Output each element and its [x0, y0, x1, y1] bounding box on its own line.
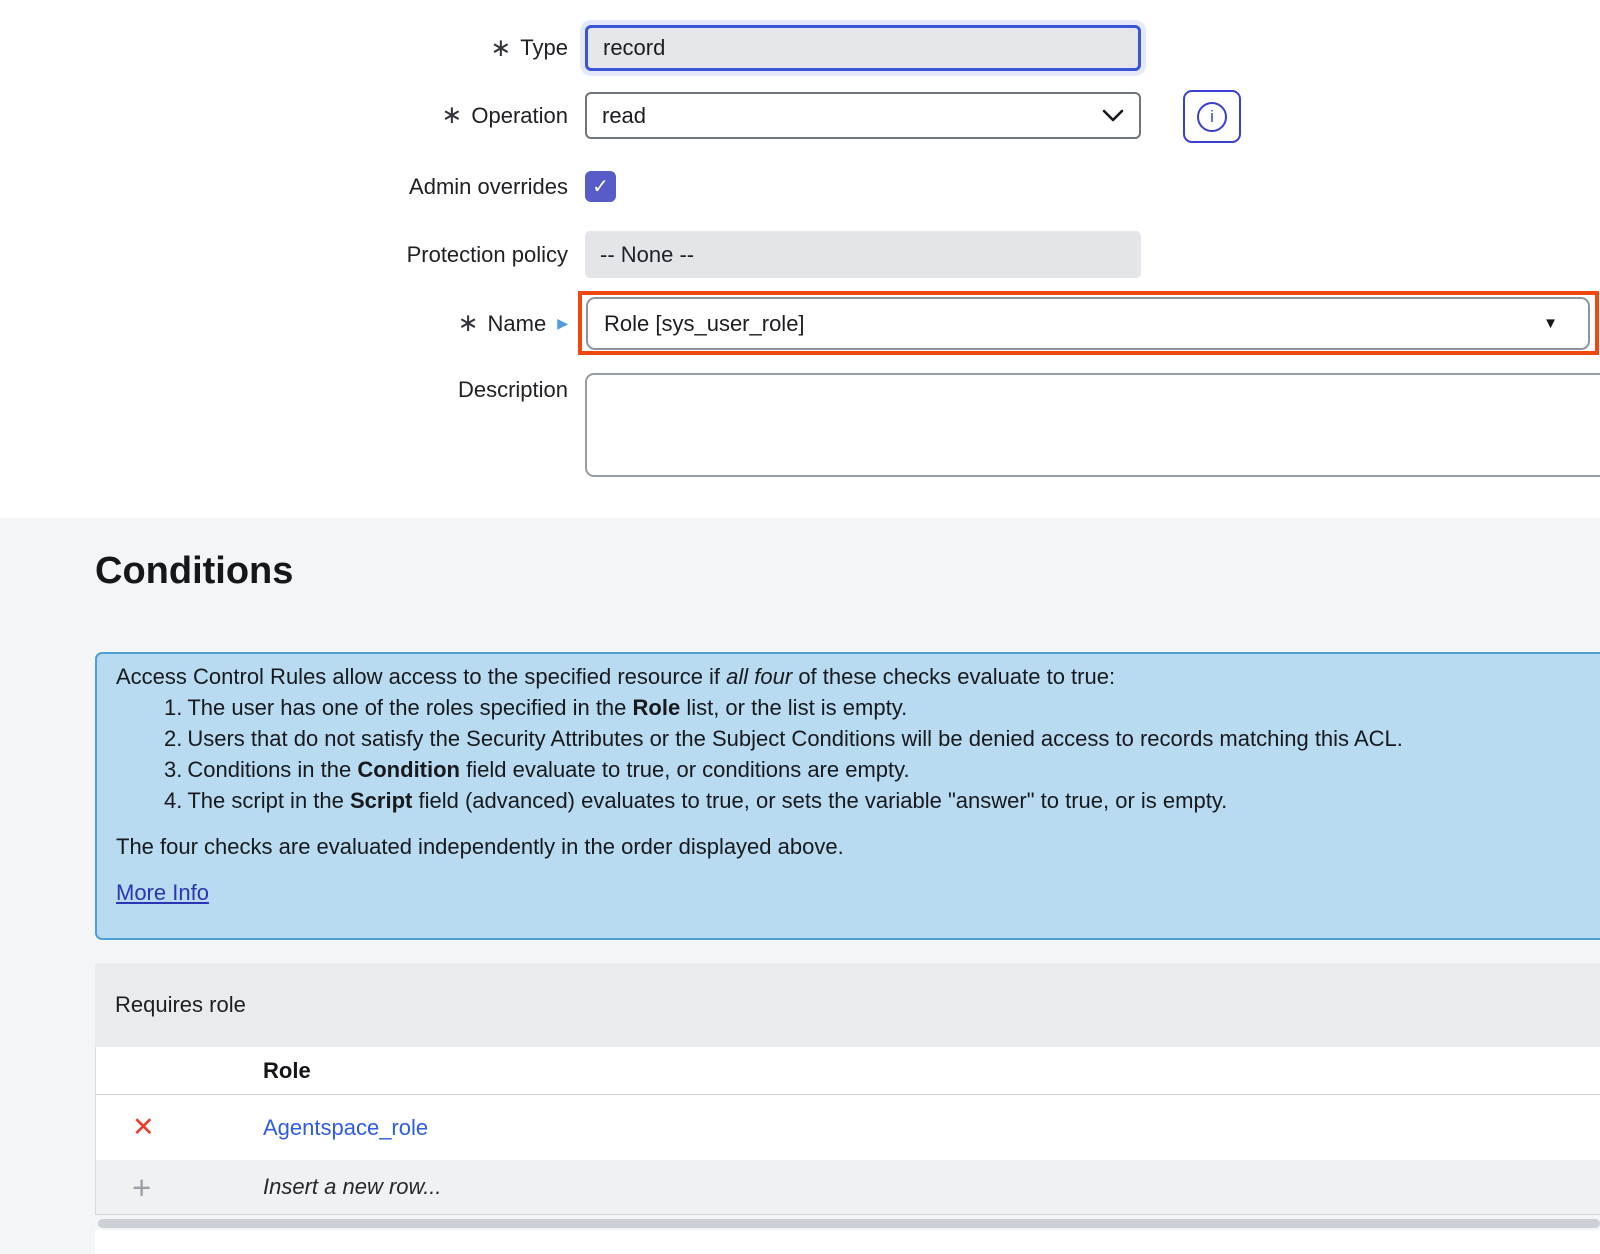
operation-field-label: ∗ Operation [441, 101, 568, 129]
requires-role-header: Requires role [95, 963, 1600, 1047]
list-footer-spacer [95, 1230, 1600, 1254]
delete-row-icon[interactable]: ✕ [132, 1112, 155, 1142]
add-row-icon[interactable]: + [132, 1168, 152, 1206]
operation-value: read [602, 102, 647, 128]
required-icon: ∗ [490, 33, 512, 62]
table-header-row [96, 1047, 1600, 1095]
type-value: record [603, 35, 666, 60]
horizontal-scrollbar[interactable] [98, 1219, 1600, 1228]
required-icon: ∗ [441, 101, 463, 129]
reference-arrow-icon: ▶ [557, 315, 568, 331]
admin-overrides-checkbox[interactable] [585, 171, 616, 202]
description-textarea[interactable] [585, 373, 1600, 477]
protection-policy-value: -- None -- [600, 241, 695, 267]
role-column-header: Role [263, 1057, 311, 1083]
conditions-section-title: Conditions [95, 550, 294, 592]
dropdown-arrow-icon: ▼ [1543, 315, 1558, 332]
info-checklist-item: 1. The user has one of the roles specified in the Role list, or the list is empty. [164, 695, 908, 720]
name-dropdown[interactable] [586, 297, 1590, 350]
protection-policy-field [585, 231, 1141, 278]
info-checklist-item: 4. The script in the Script field (advanced) evaluates to true, or sets the variable "answer" to true, or is empty. [164, 788, 1228, 813]
info-checklist [116, 692, 1584, 816]
name-value: Role [sys_user_role] [604, 310, 805, 336]
name-field-label: ∗ Name ▶ [457, 309, 568, 337]
requires-role-table [95, 1047, 1600, 1215]
type-input[interactable] [585, 25, 1141, 71]
insert-row[interactable] [96, 1160, 1600, 1215]
role-link[interactable]: Agentspace_role [263, 1114, 429, 1140]
conditions-section [0, 518, 1600, 1254]
chevron-down-icon [1102, 109, 1124, 122]
info-intro: Access Control Rules allow access to the specified resource if all four of these checks evaluate to true: [116, 664, 1116, 689]
required-icon: ∗ [457, 309, 479, 337]
insert-row-label[interactable]: Insert a new row... [263, 1174, 442, 1199]
more-info-link[interactable]: More Info [116, 880, 209, 905]
operation-info-button[interactable] [1183, 90, 1241, 143]
description-label: Description [457, 377, 568, 402]
type-field-label: ∗ Type [490, 33, 568, 62]
operation-select[interactable] [585, 92, 1141, 139]
protection-policy-label: Protection policy [406, 241, 568, 267]
admin-overrides-label: Admin overrides [409, 173, 568, 199]
checkmark-icon: ✓ [592, 176, 609, 198]
access-rules-info-box [95, 652, 1600, 940]
table-row [96, 1095, 1600, 1160]
info-checklist-item: 3. Conditions in the Condition field evaluate to true, or conditions are empty. [164, 757, 910, 782]
info-checklist-item: 2. Users that do not satisfy the Security Attributes or the Subject Conditions will be denied access to records matching this ACL. [164, 726, 1403, 751]
info-footer-text: The four checks are evaluated independently in the order displayed above. [116, 834, 844, 859]
info-icon: i [1197, 102, 1227, 132]
